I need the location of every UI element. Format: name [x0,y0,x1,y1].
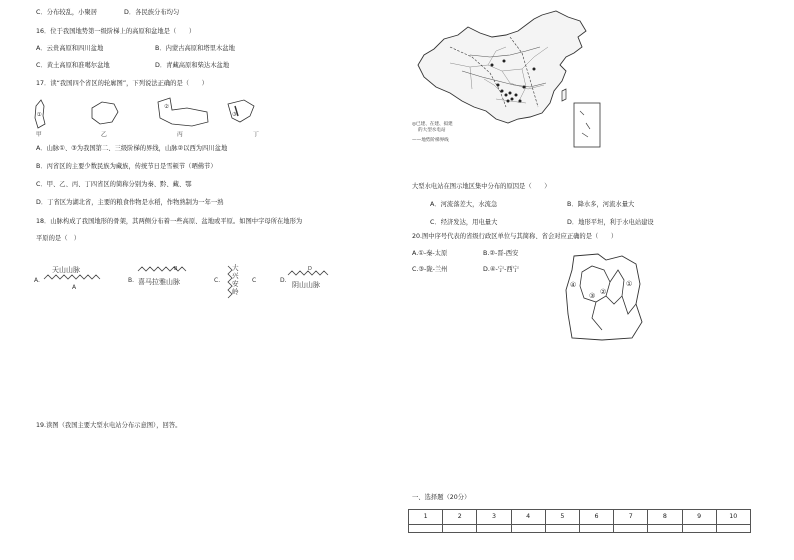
answer-cell[interactable] [409,525,443,533]
q19-option-b: B．降水多，河流水量大 [567,201,635,208]
q19-sub-stem: 大型水电站在图示地区集中分布的原因是（ ） [412,183,551,190]
q18-stem-line1: 18．山脉构成了我国地形的骨架，其两侧分布着一些高原、盆地或平原。如图中字母所在地形为 [36,218,303,225]
q16-stem: 16．位于我国地势第一级阶梯上的高原和盆地是（ ） [36,28,196,35]
q18-mountain-c [232,263,241,296]
q17-stem: 17．读“我国四个省区的轮廓图”，下列说法正确的是（ ） [36,80,208,87]
province-outlines-figure [32,94,292,142]
answer-grid-header-row [409,510,751,525]
answer-cell[interactable] [511,525,545,533]
answer-number-9: 9 [682,510,716,525]
q17-option-b: B．丙省区的主要少数民族为藏族，传统节日是雪顿节（晒佛节） [36,163,217,170]
answer-number-10: 10 [716,510,750,525]
q15-option-d: D．各民族分布均匀 [124,9,180,16]
q15-option-c: C．分布较乱，小聚居 [36,9,98,16]
q18-mountain-a: 天山山脉 [52,266,80,274]
answer-number-7: 7 [614,510,648,525]
china-outline [418,11,586,123]
answer-cell[interactable] [579,525,613,533]
q20-mark-2: ② [600,288,607,296]
answer-number-1: 1 [409,510,443,525]
mark-1: ① [36,112,42,118]
label-jia: 甲 [36,132,42,138]
q17-option-d: D．丁省区为湖北省，主要的粮食作物是水稻，作物熟制为一年一熟 [36,199,224,206]
q18-side-c: C [252,277,257,284]
q18-mountain-options [34,262,354,312]
china-hydropower-map [410,7,606,153]
q18-letter-b: B. [128,277,135,284]
q20-mark-1: ① [626,280,633,288]
answer-number-4: 4 [511,510,545,525]
answer-cell[interactable] [648,525,682,533]
q18-mountain-d: 阴山山脉 [292,281,320,289]
map-legend-station-2: 的大型水电站 [418,128,446,133]
q20-option-b: B.②-晋-西安 [483,250,519,257]
taiwan-island [562,89,566,101]
q18-side-b: B [174,266,178,272]
province-ding-outline [228,100,254,122]
label-yi: 乙 [101,132,107,138]
answer-number-5: 5 [545,510,579,525]
q19-stem: 19.读图（我国主要大型水电站分布示意图），回答。 [36,422,182,429]
q18-side-a: A [72,284,77,291]
answer-number-8: 8 [648,510,682,525]
q18-mountain-c-char-3: 安 [232,280,239,288]
section-heading: 一、选择题（20分） [412,494,471,501]
mark-3: ③ [232,112,237,118]
mark-2: ② [164,104,169,110]
answer-number-3: 3 [477,510,511,525]
answer-grid [408,509,751,533]
label-ding: 丁 [253,132,259,138]
q20-stem: 20.图中序号代表的省级行政区单位与其简称、省会对应正确的是（ ） [412,233,618,240]
answer-cell[interactable] [443,525,477,533]
q20-option-c: C.③-陇-兰州 [412,266,448,273]
q18-letter-a: A. [34,277,40,284]
q19-option-d: D．地形平坦，利于水电站建设 [567,219,654,226]
answer-number-6: 6 [579,510,613,525]
q20-mark-3: ③ [589,292,596,300]
q16-option-d: D．青藏高原和柴达木盆地 [155,62,230,69]
mountain-ridge-b [138,267,186,271]
label-bing: 丙 [177,132,183,138]
map-legend-boundary: ——地势阶梯界线 [412,138,449,143]
q17-option-a: A．山脉①、③为我国第二、三级阶梯的界线，山脉②以西为四川盆地 [36,145,228,152]
map-legend-station-1: ◎已建、在建、拟建 [412,122,453,127]
answer-cell[interactable] [477,525,511,533]
q19-option-a: A．河流落差大，水流急 [430,201,498,208]
answer-number-2: 2 [443,510,477,525]
q16-option-b: B．内蒙古高原和塔里木盆地 [155,45,235,52]
q19-option-c: C．经济发达，用电量大 [430,219,498,226]
q17-option-c: C．甲、乙、丙、丁四省区的简称分别为秦、黔、藏、鄂 [36,181,192,188]
q20-option-d: D.④-宁-西宁 [483,266,519,273]
q18-mountain-c-char-4: 岭 [232,288,239,296]
province-bing-outline [158,98,208,126]
q20-option-a: A.①-秦-太原 [412,250,448,257]
q18-mountain-c-char-1: 大 [232,264,239,272]
answer-cell[interactable] [545,525,579,533]
answer-cell[interactable] [716,525,750,533]
q18-side-d: D [308,266,312,272]
q16-option-a: A．云贵高原和四川盆地 [36,45,104,52]
mountain-ridge-a [44,275,100,279]
q18-letter-c: C. [214,277,221,284]
answer-cell[interactable] [682,525,716,533]
q20-mark-4: ④ [570,281,577,289]
q18-letter-d: D. [280,277,287,284]
province-yi-outline [92,102,118,124]
q20-provinces-map [562,250,646,342]
q18-mountain-c-char-2: 兴 [232,272,239,280]
q18-mountain-b: 喜马拉雅山脉 [138,278,180,286]
q16-option-c: C．黄土高原和准噶尔盆地 [36,62,110,69]
answer-grid-blank-row [409,525,751,533]
answer-cell[interactable] [614,525,648,533]
q18-stem-line2: 平原的是（ ） [36,235,81,242]
